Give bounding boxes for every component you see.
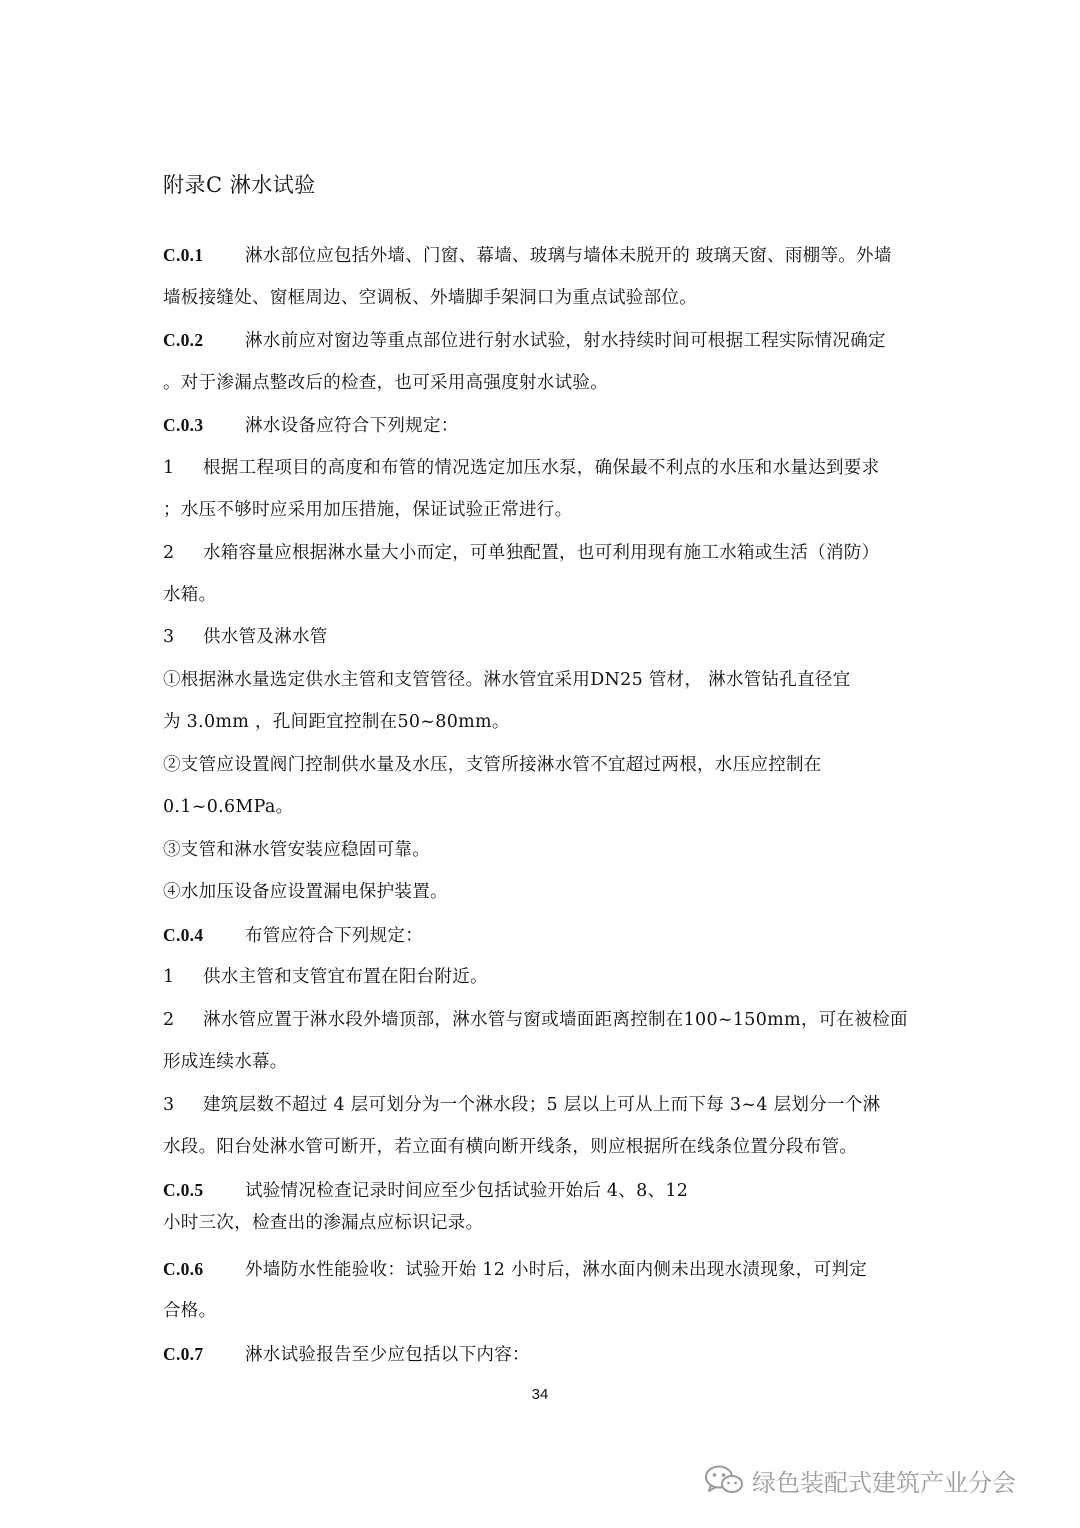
clause-text: 淋水试验报告至少应包括以下内容： [245,1345,530,1365]
clause-c03-item-2-line-1 [163,541,879,565]
clause-c03-line-1 [163,413,459,438]
appendix-title: 附录C 淋水试验 [163,173,316,197]
clause-c04-item-3-line-1 [163,1093,880,1117]
clause-code: C.0.1 [163,245,204,265]
clause-c04-line-1 [163,923,423,948]
clause-c03-item-3-line-1 [163,625,328,649]
clause-text: 布管应符合下列规定： [245,926,423,946]
clause-text: 淋水前应对窗边等重点部位进行射水试验，射水持续时间可根据工程实际情况确定 [245,331,886,351]
clause-text: 淋水部位应包括外墙、门窗、幕墙、玻璃与墙体未脱开的 玻璃天窗、雨棚等。外墙 [245,246,892,266]
page-number: 34 [531,1386,549,1403]
clause-c02-line-1 [163,328,886,353]
clause-text: 试验情况检查记录时间应至少包括试验开始后 4、8、12 [245,1181,689,1201]
clause-code: C.0.6 [163,1259,204,1279]
clause-c04-item-2-line-1 [163,1008,908,1032]
item-number: 1 [163,967,175,987]
clause-c03-item-1-line-2: ；水压不够时应采用加压措施，保证试验正常进行。 [163,500,573,520]
clause-c03-sub-4: ④水加压设备应设置漏电保护装置。 [163,882,448,902]
item-text: 供水主管和支管宜布置在阳台附近。 [203,967,488,987]
clause-text: 淋水设备应符合下列规定： [245,416,459,436]
clause-c05-line-1 [163,1178,688,1203]
clause-c07-line-1 [163,1342,530,1367]
clause-code: C.0.7 [163,1344,204,1364]
item-number: 3 [163,627,175,647]
item-number: 1 [163,458,175,478]
item-text: 供水管及淋水管 [203,627,328,647]
clause-code: C.0.5 [163,1180,204,1200]
clause-c03-sub-2-line-2: 0.1~0.6MPa。 [163,797,294,817]
clause-c06-line-1 [163,1257,867,1282]
clause-c04-item-1-line-1 [163,965,488,989]
clause-c04-item-3-line-2: 水段。阳台处淋水管可断开，若立面有横向断开线条，则应根据所在线条位置分段布管。 [163,1137,858,1157]
clause-code: C.0.3 [163,415,204,435]
clause-c01-line-2: 墙板接缝处、窗框周边、空调板、外墙脚手架洞口为重点试验部位。 [163,288,697,308]
item-text: 根据工程项目的高度和布管的情况选定加压水泵，确保最不利点的水压和水量达到要求 [203,458,880,478]
clause-c03-item-2-line-2: 水箱。 [163,585,217,605]
clause-c03-sub-3: ③支管和淋水管安装应稳固可靠。 [163,840,430,860]
watermark-text: 绿色装配式建筑产业分会 [752,1468,1016,1497]
item-text: 水箱容量应根据淋水量大小而定，可单独配置，也可利用现有施工水箱或生活（消防） [203,543,880,563]
clause-c03-sub-1-line-1: ①根据淋水量选定供水主管和支管管径。淋水管宜采用DN25 管材， 淋水管钻孔直径宜 [163,670,851,690]
clause-c05-line-2: 小时三次，检查出的渗漏点应标识记录。 [163,1213,484,1233]
clause-c03-item-1-line-1 [163,456,879,480]
item-text: 淋水管应置于淋水段外墙顶部，淋水管与窗或墙面距离控制在100~150mm，可在被检面 [203,1010,908,1030]
clause-c06-line-2: 合格。 [163,1301,217,1321]
item-number: 2 [163,1010,175,1030]
clause-code: C.0.4 [163,925,204,945]
wechat-icon [704,1464,744,1496]
item-number: 2 [163,543,175,563]
watermark [704,1458,1016,1502]
clause-code: C.0.2 [163,330,204,350]
clause-c04-item-2-line-2: 形成连续水幕。 [163,1052,288,1072]
clause-c03-sub-2-line-1: ②支管应设置阀门控制供水量及水压，支管所接淋水管不宜超过两根，水压应控制在 [163,755,822,775]
clause-c02-line-2: 。对于渗漏点整改后的检查，也可采用高强度射水试验。 [163,373,608,393]
clause-c03-sub-1-line-2: 为 3.0mm ，孔间距宜控制在50~80mm。 [163,712,510,732]
clause-c01-line-1 [163,243,892,268]
item-number: 3 [163,1095,175,1115]
clause-text: 外墙防水性能验收：试验开始 12 小时后，淋水面内侧未出现水渍现象，可判定 [245,1260,867,1280]
item-text: 建筑层数不超过 4 层可划分为一个淋水段；5 层以上可从上而下每 3~4 层划分一个淋 [203,1095,881,1115]
